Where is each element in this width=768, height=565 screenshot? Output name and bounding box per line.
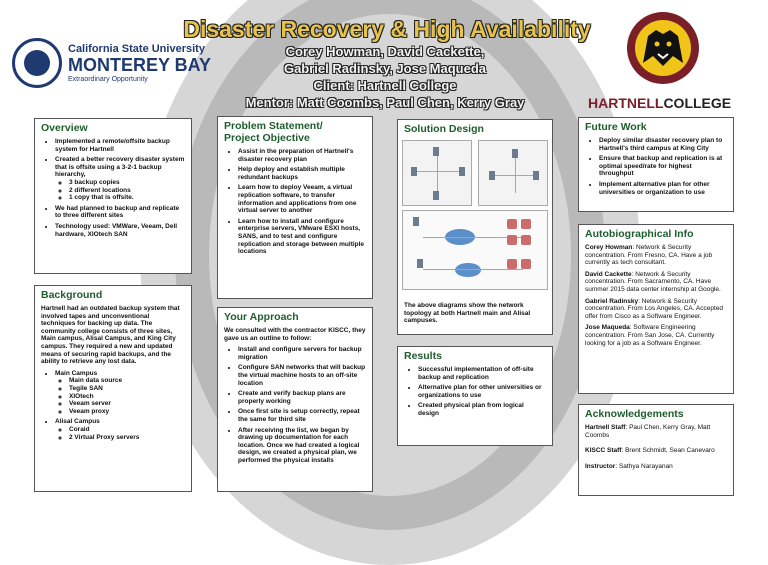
- bio-text: : Network & Security concentration. From Sacramento, CA. Have summer 2015 data center internship at Google.: [585, 270, 721, 293]
- results-item: • Successful implementation of off-site backup and replication: [418, 366, 546, 381]
- csumb-logo-line-3: Extraordinary Opportunity: [68, 76, 148, 83]
- approach-item: • Configure SAN networks that will backup the virtual machine hosts to an off-site location: [238, 364, 366, 387]
- alisal-campus-item: ◦ Coraid: [69, 426, 185, 434]
- bio-entry: [585, 244, 727, 267]
- bio-name: Gabriel Radinsky: [585, 297, 639, 305]
- bio-name: Corey Howman: [585, 244, 633, 251]
- bio-entry: [585, 271, 727, 294]
- main-campus-label: Main Campus: [55, 369, 98, 377]
- ack-row: [585, 447, 727, 455]
- main-campus-diagram: [402, 140, 472, 206]
- approach-item: • After receiving the list, we began by drawing up documentation for each location. Once we had created a logical design, we created a physical plan, we performed the physical installs: [238, 427, 366, 465]
- overview-item: Created a better recovery disaster system that is offsite using a 3-2-1 backup hierarchy,: [55, 156, 185, 179]
- authors-line-1: Corey Howman, David Cackette,: [285, 44, 485, 59]
- background-panel: [34, 285, 192, 492]
- hartnell-wordmark-bold: HARTNELL: [588, 95, 664, 111]
- results-item: • Created physical plan from logical design: [418, 402, 546, 417]
- storage-icon: [521, 259, 531, 269]
- results-panel: [397, 346, 553, 446]
- alisal-campus-item: ◦ 2 Virtual Proxy servers: [69, 434, 185, 442]
- problem-heading: [224, 120, 366, 144]
- hartnell-wordmark: [588, 95, 731, 111]
- topology-diagram: [402, 210, 548, 290]
- csumb-logo: [12, 38, 222, 93]
- approach-item: • Once first site is setup correctly, repeat the same for third site: [238, 408, 366, 423]
- overview-subitem: ◦ 2 different locations: [69, 187, 185, 195]
- authors-line-2: Gabriel Radinsky, Jose Maqueda: [283, 61, 487, 76]
- overview-item: • Implemented a remote/offsite backup system for Hartnell: [55, 138, 185, 153]
- problem-statement-panel: [217, 116, 373, 299]
- ack-label: Hartnell Staff: [585, 424, 626, 431]
- background-text: Hartnell had an outdated backup system that involved tapes and unconventional techniques for backing up data. The community college consists of three sites, Main campus, Alisal Campus, and King City campus. They required a new and updated means of securing rapid backups, and the ability to retrieve any lost data.: [41, 305, 180, 366]
- overview-item: • Technology used: VMWare, Veeam, Dell hardware, XIOtech SAN: [55, 223, 185, 238]
- approach-panel: [217, 307, 373, 492]
- problem-item: • Learn how to install and configure enterprise servers, VMware ESXI hosts, SANS, and to test and configure replication and storage between multiple locations: [238, 218, 366, 256]
- overview-subitem: ◦ 3 backup copies: [69, 179, 185, 187]
- bio-entry: [585, 298, 727, 321]
- ack-text: : Sathya Narayanan: [615, 462, 673, 470]
- bio-name: David Cackette: [585, 270, 632, 278]
- csumb-logo-line-1: California State University: [68, 43, 205, 55]
- mentor-line: Mentor: Matt Coombs, Paul Chen, Kerry Gray: [245, 95, 525, 110]
- autobiographical-panel: [578, 224, 734, 394]
- problem-heading-line-1: Problem Statement/: [224, 120, 323, 132]
- ack-row: [585, 463, 727, 471]
- alisal-campus-label: Alisal Campus: [55, 418, 100, 426]
- main-campus-item: ◦ Veeam server: [69, 400, 185, 408]
- client-line: Client: Hartnell College: [313, 78, 457, 93]
- overview-heading: Overview: [41, 122, 88, 134]
- approach-item: • Create and verify backup plans are properly working: [238, 390, 366, 405]
- storage-icon: [507, 259, 517, 269]
- poster-title: Disaster Recovery & High Availability: [183, 16, 591, 42]
- ack-label: KISCC Staff: [585, 447, 622, 455]
- auto-heading: Autobiographical Info: [585, 228, 694, 240]
- overview-panel: [34, 118, 192, 274]
- solution-caption: The above diagrams show the network topology at both Hartnell main and Alisal campuses.: [404, 302, 531, 325]
- problem-item: • Help deploy and establish multiple redundant backups: [238, 166, 366, 181]
- results-item: • Alternative plan for other universities or organizations to use: [418, 384, 546, 399]
- bio-entry: [585, 324, 727, 347]
- storage-icon: [521, 235, 531, 245]
- overview-item: • We had planned to backup and replicate to three different sites: [55, 205, 185, 220]
- bio-text: : Software Engineering concentration. From San Jose, CA. Currently looking for a job as a Software Engineer.: [585, 324, 715, 347]
- csumb-seal-icon: [12, 38, 62, 88]
- main-campus-item: ◦ Main data source: [69, 377, 185, 385]
- main-campus-item: ◦ XIOtech: [69, 393, 185, 401]
- problem-item: • Learn how to deploy Veeam, a virtual replication software, to transfer information and applications from one virtual server to another: [238, 184, 366, 214]
- ack-text: : Brent Schmidt, Sean Canevaro: [621, 447, 715, 455]
- storage-icon: [507, 219, 517, 229]
- future-item: • Ensure that backup and replication is at optimal speed/rate for highest throughput: [599, 155, 727, 178]
- overview-subitem: ◦ 1 copy that is offsite.: [69, 194, 185, 202]
- ack-row: [585, 424, 727, 439]
- bio-text: : Network & Security concentration. From Los Angeles, CA. Accepted offer from Cisco as a Software Engineer.: [585, 297, 724, 320]
- approach-item: • Install and configure servers for backup migration: [238, 346, 366, 361]
- approach-heading: Your Approach: [224, 311, 299, 323]
- problem-item: • Assist in the preparation of Hartnell's disaster recovery plan: [238, 148, 366, 163]
- future-work-panel: [578, 117, 734, 212]
- ack-heading: Acknowledgements: [585, 408, 684, 420]
- acknowledgements-panel: [578, 404, 734, 496]
- approach-intro: We consulted with the contractor KISCC, they gave us an outline to follow:: [224, 327, 366, 342]
- storage-icon: [507, 235, 517, 245]
- alisal-campus-diagram: [478, 140, 548, 206]
- future-heading: Future Work: [585, 121, 647, 133]
- cloud-icon: [455, 263, 481, 277]
- bio-name: Jose Maqueda: [585, 324, 630, 332]
- hartnell-wordmark-light: COLLEGE: [663, 95, 732, 111]
- ack-text: : Paul Chen, Kerry Gray, Matt Coombs: [585, 424, 711, 439]
- results-heading: Results: [404, 350, 442, 362]
- solution-design-panel: [397, 119, 553, 335]
- ack-label: Instructor: [585, 462, 616, 470]
- solution-heading: Solution Design: [404, 123, 484, 135]
- main-campus-item: ◦ Veeam proxy: [69, 408, 185, 416]
- future-item: • Implement alternative plan for other universities or organization to use: [599, 181, 727, 196]
- main-campus-item: ◦ Tegile SAN: [69, 385, 185, 393]
- problem-heading-line-2: Project Objective: [224, 132, 310, 144]
- bio-text: : Network & Security concentration. From Fresno, CA. Have a job currently as tech consultant.: [585, 244, 713, 267]
- csumb-logo-line-2: MONTEREY BAY: [68, 55, 212, 75]
- storage-icon: [521, 219, 531, 229]
- hartnell-panther-logo: [618, 8, 708, 86]
- background-heading: Background: [41, 289, 103, 301]
- future-item: • Deploy similar disaster recovery plan to Hartnell's third campus at King City: [599, 137, 727, 152]
